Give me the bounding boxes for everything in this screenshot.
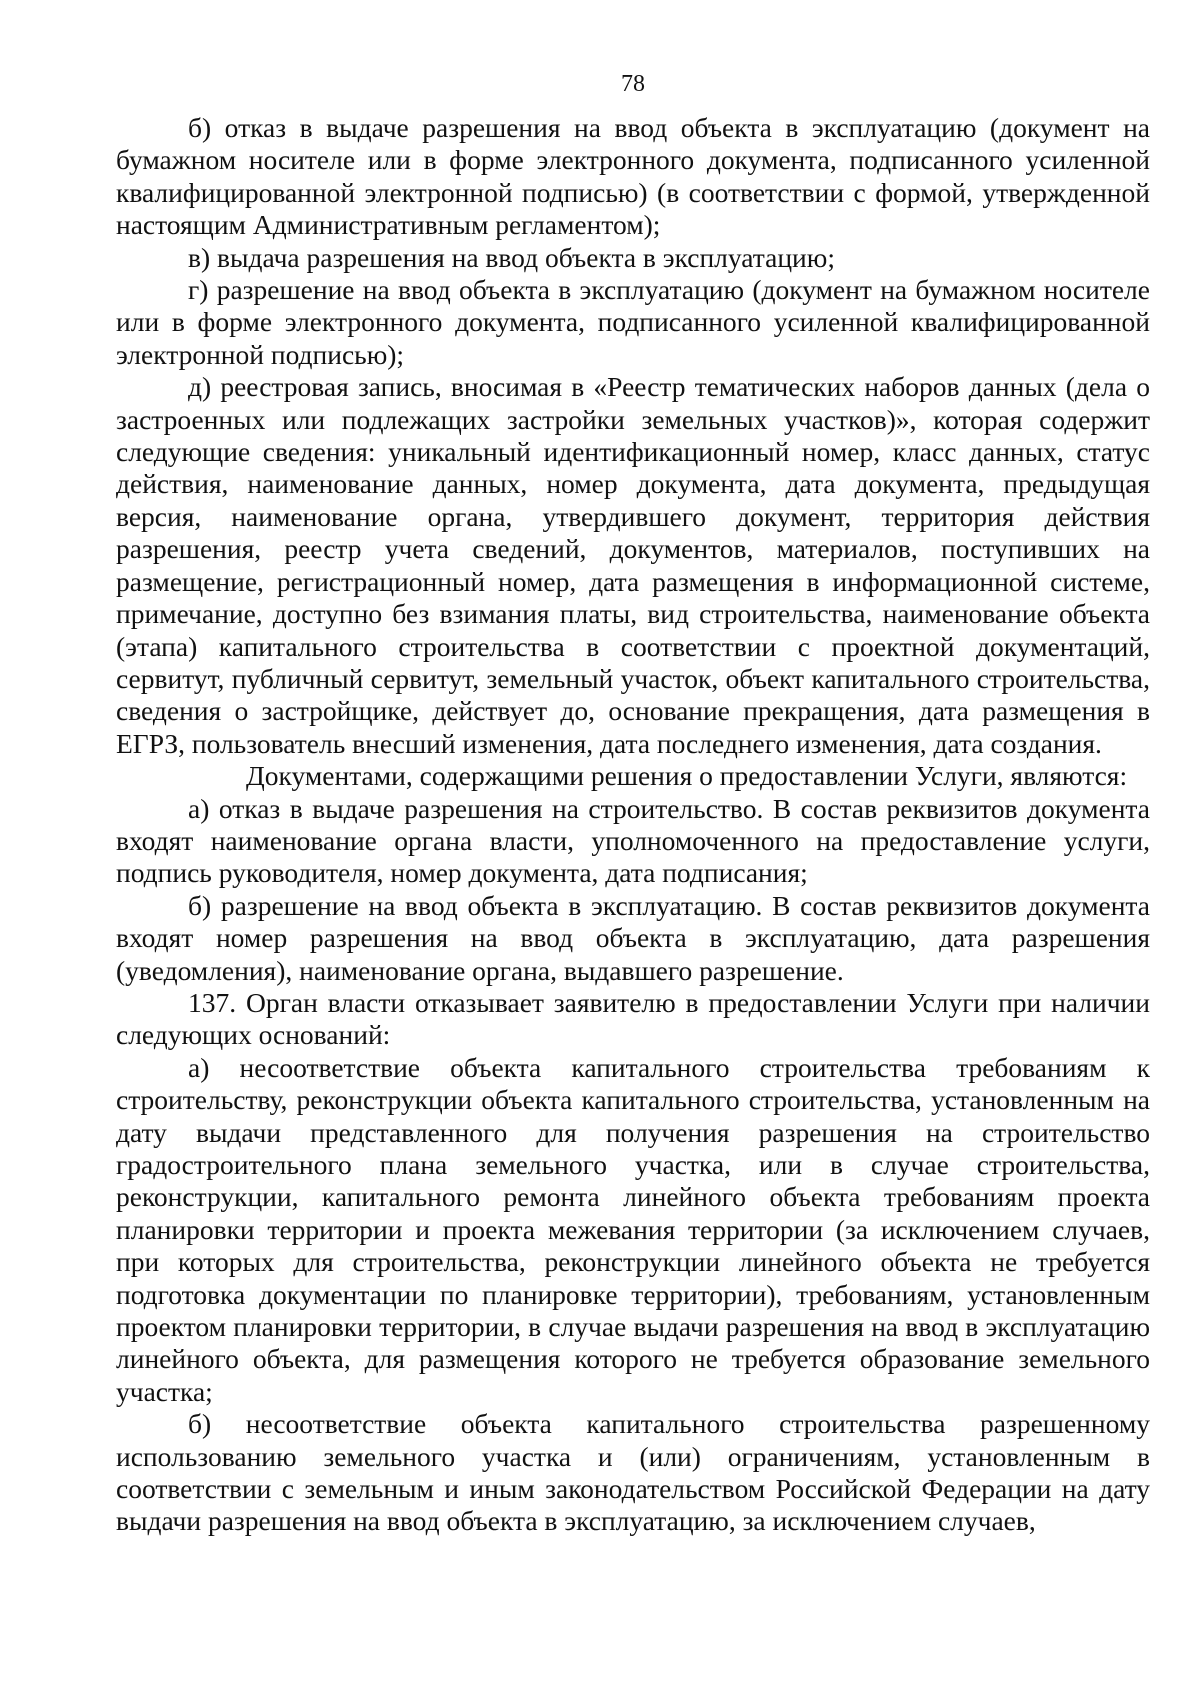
paragraph-b-land-use-nonconformity: б) несоответствие объекта капитального строительства разрешенному использованию земельного участка и (или) ограничениям, установленным в соответствии с земельным и иным законодательством Российской Федерации на дату выдачи разрешения на ввод объекта в эксплуатацию, за исключением случаев, <box>116 1408 1150 1537</box>
paragraph-a-construction-refusal: а) отказ в выдаче разрешения на строительство. В состав реквизитов документа входят наименование органа власти, уполномоченного на предоставление услуги, подпись руководителя, номер документа, дата подписания; <box>116 792 1150 889</box>
paragraph-a-nonconformity: а) несоответствие объекта капитального строительства требованиям к строительству, реконструкции объекта капитального строительства, установленным на дату выдачи представленного для получения разрешения на строительство градостроительного плана земельного участка, или в случае строительства, реконструкции, капитального ремонта линейного объекта требованиям проекта планировки территории и проекта межевания территории (за исключением случаев, при которых для строительства, реконструкции линейного объекта не требуется подготовка документации по планировке территории), требованиям, установленным проектом планировки территории, в случае выдачи разрешения на ввод в эксплуатацию линейного объекта, для размещения которого не требуется образование земельного участка; <box>116 1051 1150 1407</box>
paragraph-d-registry-entry: д) реестровая запись, вносимая в «Реестр тематических наборов данных (дела о застроенных или подлежащих застройки земельных участков)», которая содержит следующие сведения: уникальный идентификационный номер, класс данных, статус действия, наименование данных, номер документа, дата документа, предыдущая версия, наименование органа, утвердившего документ, территория действия разрешения, реестр учета сведений, документов, материалов, поступивших на размещение, регистрационный номер, дата размещения в информационной системе, примечание, доступно без взимания платы, вид строительства, наименование объекта (этапа) капитального строительства в соответствии с проектной документаций, сервитут, публичный сервитут, земельный участок, объект капитального строительства, сведения о застройщике, действует до, основание прекращения, дата размещения в ЕГРЗ, пользователь внесший изменения, дата последнего изменения, дата создания. <box>116 371 1150 759</box>
document-page <box>116 64 1150 1538</box>
paragraph-137-grounds: 137. Орган власти отказывает заявителю в предоставлении Услуги при наличии следующих оснований: <box>116 986 1150 1051</box>
paragraph-b-refusal: б) отказ в выдаче разрешения на ввод объекта в эксплуатацию (документ на бумажном носителе или в форме электронного документа, подписанного усиленной квалифицированной электронной подписью) (в соответствии с формой, утвержденной настоящим Административным регламентом); <box>116 112 1150 241</box>
paragraph-g-permit: г) разрешение на ввод объекта в эксплуатацию (документ на бумажном носителе или в форме электронного документа, подписанного усиленной квалифицированной электронной подписью); <box>116 274 1150 370</box>
paragraph-b-commissioning-permit: б) разрешение на ввод объекта в эксплуатацию. В состав реквизитов документа входят номер разрешения на ввод объекта в эксплуатацию, дата разрешения (уведомления), наименование органа, выдавшего разрешение. <box>116 889 1150 986</box>
paragraph-decision-documents: Документами, содержащими решения о предоставлении Услуги, являются: <box>246 760 1128 792</box>
page-number: 78 <box>621 71 645 97</box>
paragraph-v-issuance: в) выдача разрешения на ввод объекта в эксплуатацию; <box>188 241 835 273</box>
